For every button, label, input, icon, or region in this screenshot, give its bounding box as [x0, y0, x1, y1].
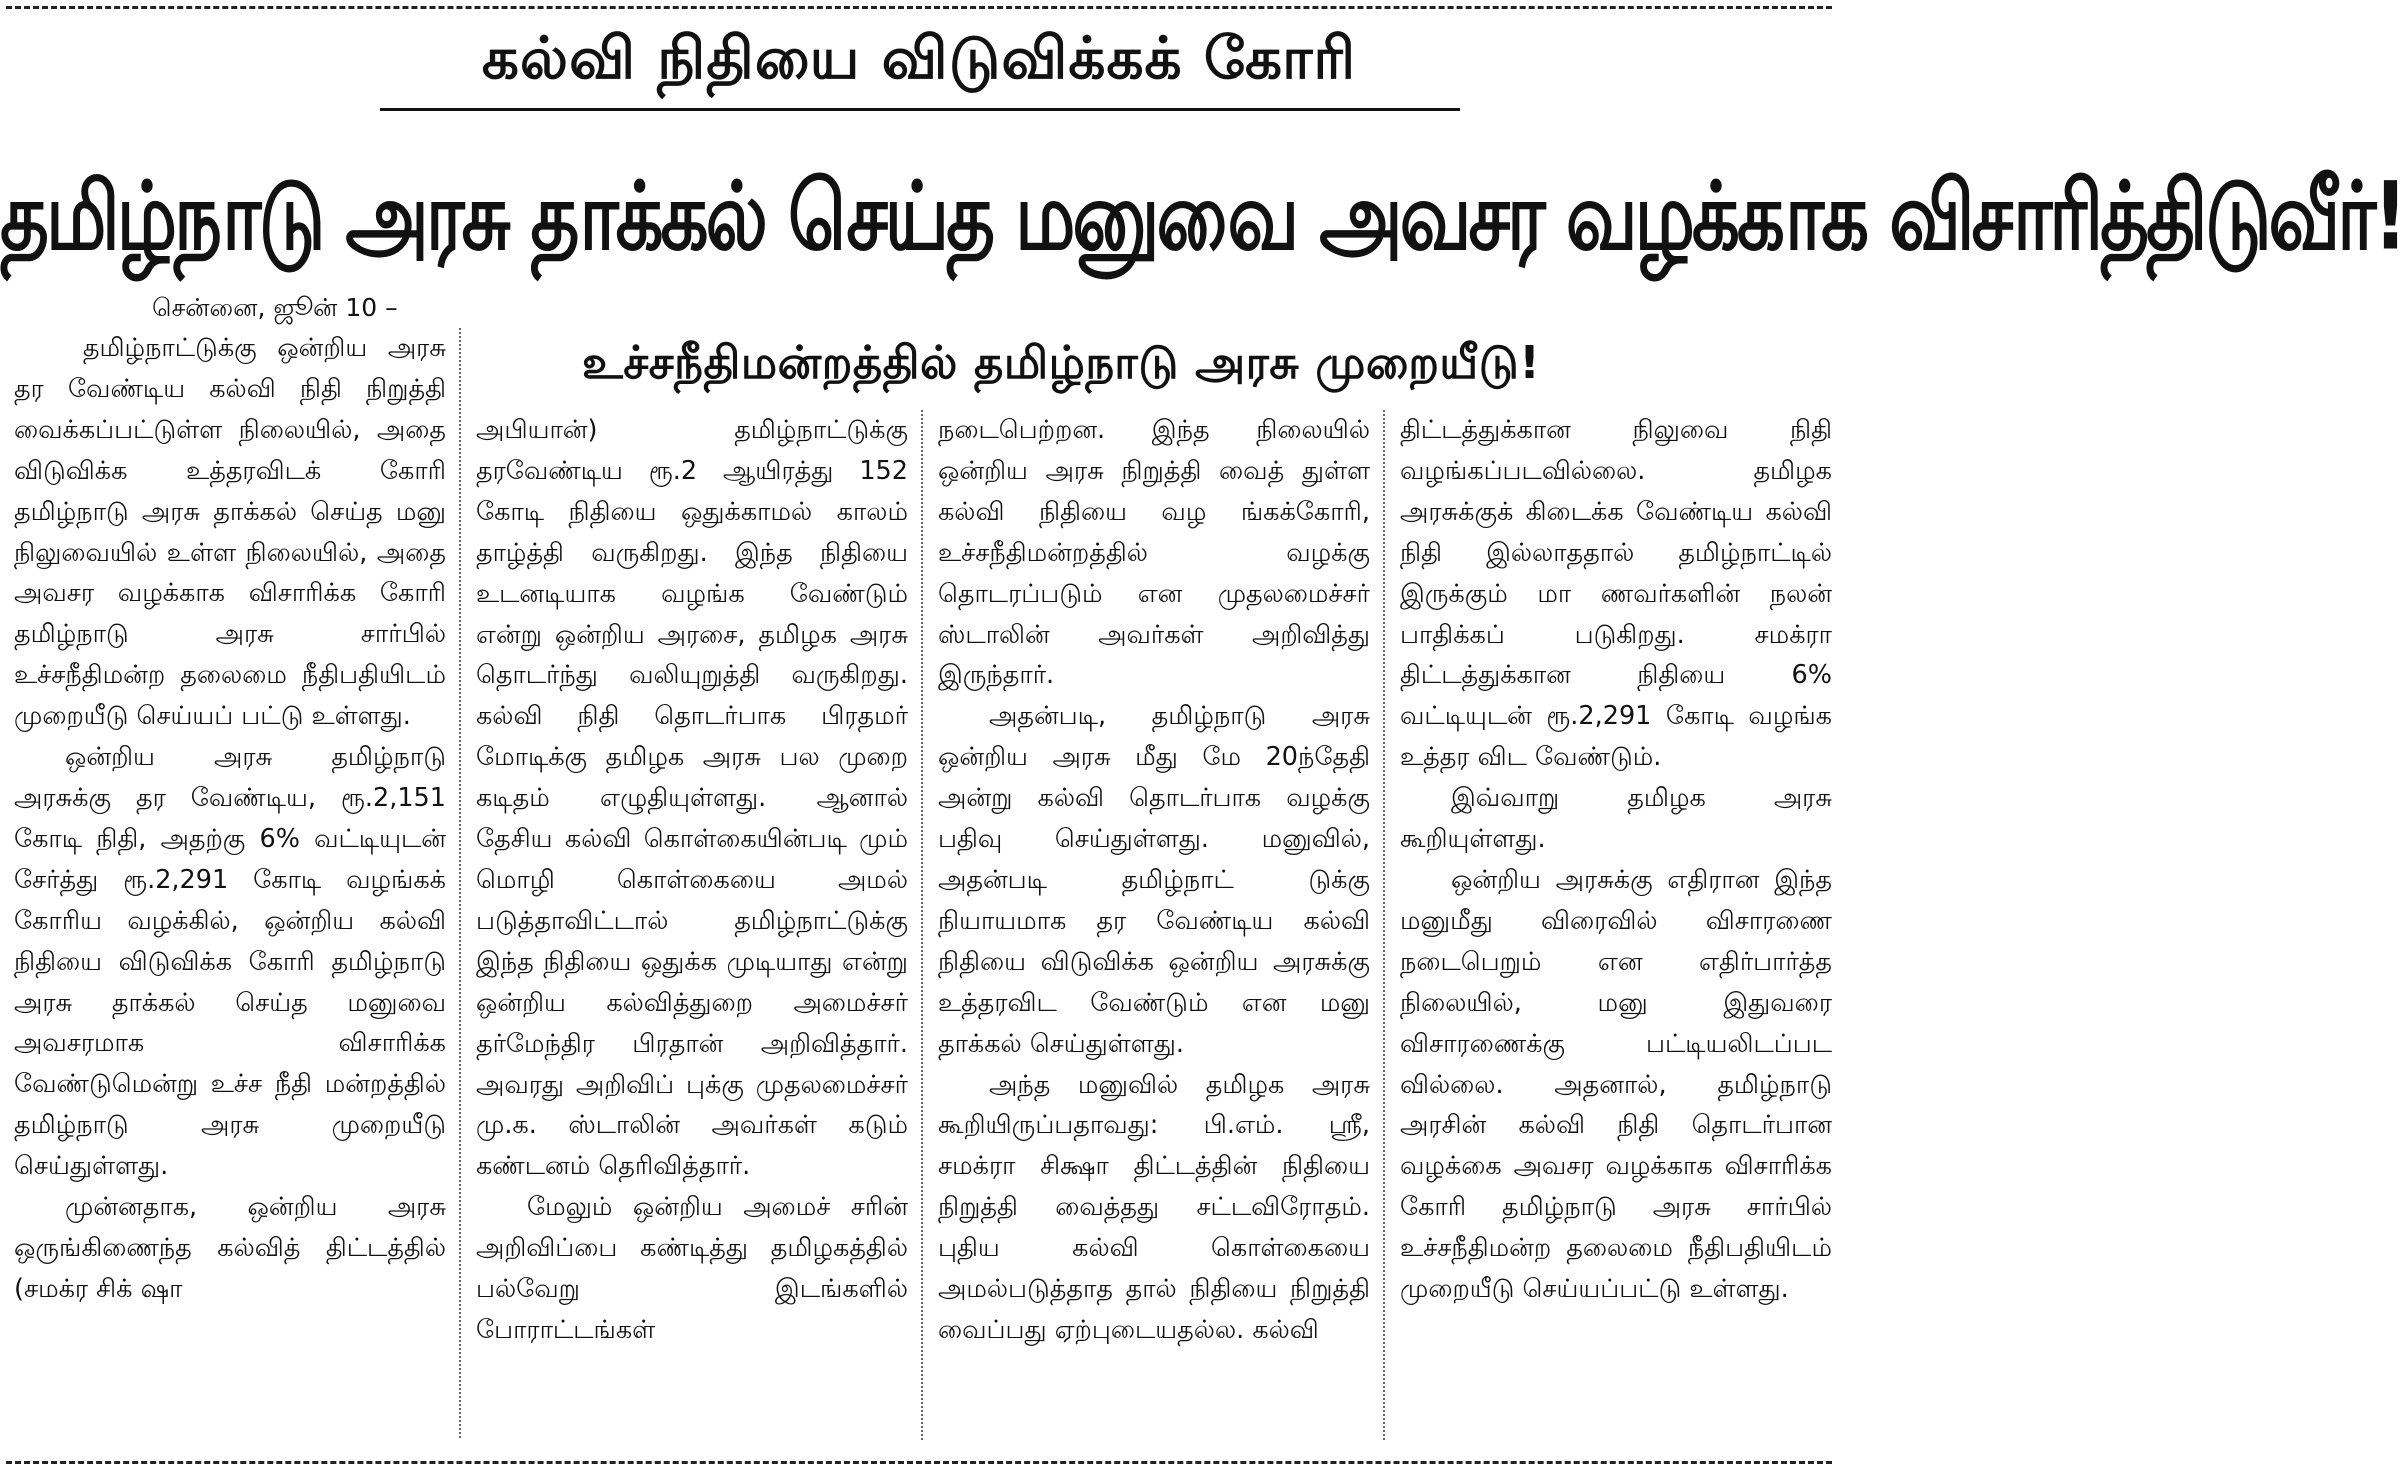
article-column-2	[476, 410, 908, 1351]
paragraph: முன்னதாக, ஒன்றிய அரசு ஒருங்கிணைந்த கல்வித் திட்டத்தில் (சமக்ர சிக் ஷா	[14, 1192, 446, 1304]
article-column-1	[14, 328, 446, 1310]
paragraph: அந்த மனுவில் தமிழக அரசு கூறியிருப்பதாவது: பி.எம். ஸ்ரீ, சமக்ரா சிக்ஷா திட்டத்தின் நிதியை நிறுத்தி வைத்தது சட்டவிரோதம். புதிய கல்வி கொள்கையை அமல்படுத்தாத தால் நிதியை நிறுத்தி வைப்பது ஏற்புடையதல்ல. கல்வி	[938, 1069, 1370, 1345]
paragraph: அதன்படி, தமிழ்நாடு அரசு ஒன்றிய அரசு மீது மே 20ந்தேதி அன்று கல்வி தொடர்பாக வழக்கு பதிவு செய்துள்ளது. மனுவில், அதன்படி தமிழ்நாட் டுக்கு நியாயமாக தர வேண்டிய கல்வி நிதியை விடுவிக்க ஒன்றிய அரசுக்கு உத்தரவிட வேண்டும் என மனு தாக்கல் செய்துள்ளது.	[938, 701, 1370, 1059]
article-body	[12, 288, 1832, 1448]
main-headline: தமிழ்நாடு அரசு தாக்கல் செய்த மனுவை அவசர வழக்காக விசாரித்திடுவீர்!	[0, 160, 2405, 271]
article-column-3	[938, 410, 1370, 1351]
paragraph: தமிழ்நாட்டுக்கு ஒன்றிய அரசு தர வேண்டிய கல்வி நிதி நிறுத்தி வைக்கப்பட்டுள்ள நிலையில், அதை விடுவிக்க உத்தரவிடக் கோரி தமிழ்நாடு அரசு தாக்கல் செய்த மனு நிலுவையில் உள்ள நிலையில், அதை அவசர வழக்காக விசாரிக்க கோரி தமிழ்நாடு அரசு சார்பில் உச்சநீதிமன்ற தலைமை நீதிபதியிடம் முறையீடு செய்யப் பட்டு உள்ளது.	[14, 333, 446, 732]
sub-headline: உச்சநீதிமன்றத்தில் தமிழ்நாடு அரசு முறையீடு!	[582, 336, 1541, 389]
bottom-dashed-border	[6, 1461, 1832, 1464]
article-column-4	[1400, 410, 1832, 1310]
top-dashed-border	[6, 6, 1832, 9]
column-divider	[459, 328, 461, 1438]
column-divider	[1383, 410, 1385, 1440]
paragraph: மேலும் ஒன்றிய அமைச் சரின் அறிவிப்பை கண்டித்து தமிழகத்தில் பல்வேறு இடங்களில் போராட்டங்கள்	[476, 1192, 908, 1345]
paragraph: திட்டத்துக்கான நிலுவை நிதி வழங்கப்படவில்லை. தமிழக அரசுக்குக் கிடைக்க வேண்டிய கல்வி நிதி இல்லாததால் தமிழ்நாட்டில் இருக்கும் மா ணவர்களின் நலன் பாதிக்கப் படுகிறது. சமக்ரா திட்டத்துக்கான நிதியை 6% வட்டியுடன் ரூ.2,291 கோடி வழங்க உத்தர விட வேண்டும்.	[1400, 415, 1832, 773]
paragraph: அபியான்) தமிழ்நாட்டுக்கு தரவேண்டிய ரூ.2 ஆயிரத்து 152 கோடி நிதியை ஒதுக்காமல் காலம் தாழ்த்தி வருகிறது. இந்த நிதியை உடனடியாக வழங்க வேண்டும் என்று ஒன்றிய அரசை, தமிழக அரசு தொடர்ந்து வலியுறுத்தி வருகிறது. கல்வி நிதி தொடர்பாக பிரதமர் மோடிக்கு தமிழக அரசு பல முறை கடிதம் எழுதியுள்ளது. ஆனால் தேசிய கல்வி கொள்கையின்படி மும் மொழி கொள்கையை அமல் படுத்தாவிட்டால் தமிழ்நாட்டுக்கு இந்த நிதியை ஒதுக்க முடியாது என்று ஒன்றிய கல்வித்துறை அமைச்சர் தர்மேந்திர பிரதான் அறிவித்தார். அவரது அறிவிப் புக்கு முதலமைச்சர் மு.க. ஸ்டாலின் அவர்கள் கடும் கண்டனம் தெரிவித்தார்.	[476, 415, 908, 1182]
paragraph: ஒன்றிய அரசு தமிழ்நாடு அரசுக்கு தர வேண்டிய, ரூ.2,151 கோடி நிதி, அதற்கு 6% வட்டியுடன் சேர்த்து ரூ.2,291 கோடி வழங்கக் கோரிய வழக்கில், ஒன்றிய கல்வி நிதியை விடுவிக்க கோரி தமிழ்நாடு அரசு தாக்கல் செய்த மனுவை அவசரமாக விசாரிக்க வேண்டுமென்று உச்ச நீதி மன்றத்தில் தமிழ்நாடு அரசு முறையீடு செய்துள்ளது.	[14, 742, 446, 1182]
kicker-underline	[380, 108, 1460, 111]
paragraph: இவ்வாறு தமிழக அரசு கூறியுள்ளது.	[1400, 783, 1832, 855]
paragraph: நடைபெற்றன. இந்த நிலையில் ஒன்றிய அரசு நிறுத்தி வைத் துள்ள கல்வி நிதியை வழ ங்கக்கோரி, உச்சநீதிமன்றத்தில் வழக்கு தொடரப்படும் என முதலமைச்சர் ஸ்டாலின் அவர்கள் அறிவித்து இருந்தார்.	[938, 415, 1370, 691]
kicker-heading: கல்வி நிதியை விடுவிக்கக் கோரி	[481, 24, 1357, 92]
paragraph: ஒன்றிய அரசுக்கு எதிரான இந்த மனுமீது விரைவில் விசாரணை நடைபெறும் என எதிர்பார்த்த நிலையில், மனு இதுவரை விசாரணைக்கு பட்டியலிடப்பட வில்லை. அதனால், தமிழ்நாடு அரசின் கல்வி நிதி தொடர்பான வழக்கை அவசர வழக்காக விசாரிக்க கோரி தமிழ்நாடு அரசு சார்பில் உச்சநீதிமன்ற தலைமை நீதிபதியிடம் முறையீடு செய்யப்பட்டு உள்ளது.	[1400, 864, 1832, 1305]
dateline: சென்னை, ஜூன் 10 –	[152, 293, 398, 322]
column-divider	[921, 410, 923, 1440]
